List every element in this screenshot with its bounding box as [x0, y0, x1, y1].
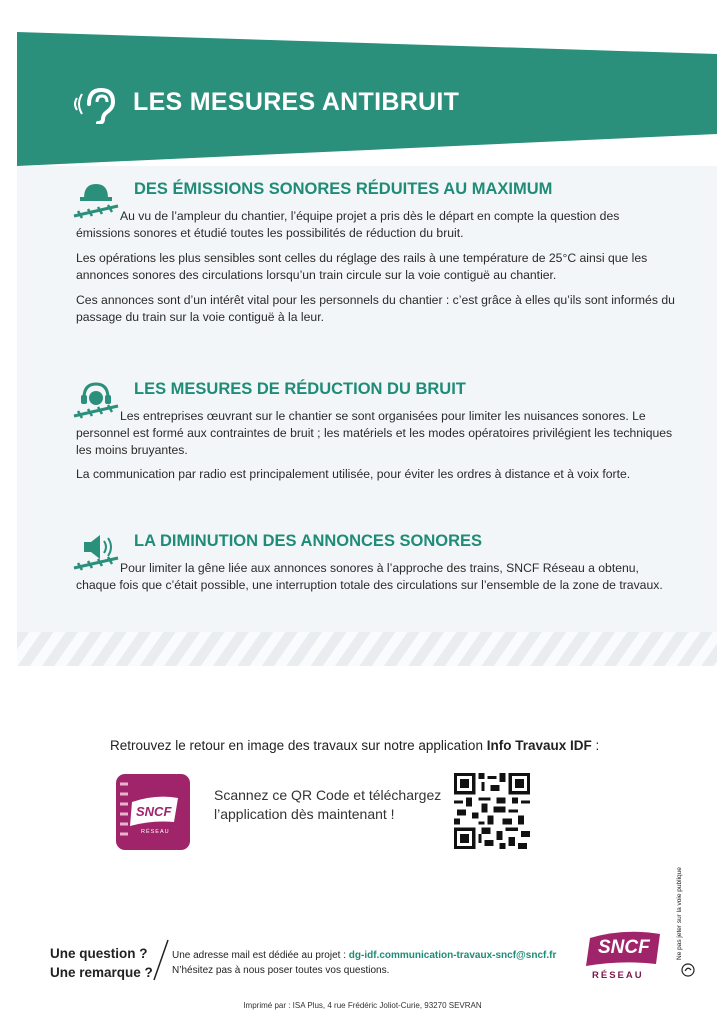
section-1-paragraph-1: Au vu de l’ampleur du chantier, l’équipe projet a pris dès le départ en compte la question des émissions sonores et étudié toutes les possibilités de réduction du bruit.: [76, 209, 620, 240]
section-1-paragraph-2: Les opérations les plus sensibles sont celles du réglage des rails à une température de 25°C ainsi que les annonces sonores des circulations lorsqu’un train circule sur la voie contiguë au chantier.: [76, 251, 648, 282]
sncf-logo-text: SNCF: [598, 937, 650, 958]
stripe-band: [17, 632, 717, 666]
question-1: Une question ?: [50, 946, 148, 961]
section-2-paragraph-1: Les entreprises œuvrant sur le chantier se sont organisées pour limiter les nuisances sonores. Le personnel est formé aux contraintes de bruit ; les matériels et les modes opératoires privilégient les techniques les moins bruyantes.: [76, 409, 673, 457]
contact-email-link[interactable]: dg-idf.communication-travaux-sncf@sncf.fr: [348, 950, 557, 961]
section-2-title: LES MESURES DE RÉDUCTION DU BRUIT: [134, 380, 466, 398]
scan-instructions: Scannez ce QR Code et téléchargez l’application dès maintenant !: [214, 787, 442, 822]
slash-divider: [152, 938, 170, 982]
contact-prefix: Une adresse mail est dédiée au projet :: [172, 950, 349, 961]
promo-suffix: :: [591, 738, 600, 753]
banner-title: LES MESURES ANTIBRUIT: [133, 88, 460, 116]
section-1-title: DES ÉMISSIONS SONORES RÉDUITES AU MAXIMUM: [134, 180, 553, 198]
sncf-logo: [586, 928, 662, 968]
contact-info: [172, 948, 556, 978]
app-icon[interactable]: [116, 774, 190, 850]
section-3-title: LA DIMINUTION DES ANNONCES SONORES: [134, 532, 483, 550]
reseau-label: RÉSEAU: [592, 970, 644, 981]
app-icon-sub: RÉSEAU: [141, 829, 170, 835]
ear-icon: [73, 84, 123, 124]
question-2: Une remarque ?: [50, 965, 153, 980]
section-1-paragraph-3: Ces annonces sont d’un intérêt vital pour les personnels du chantier : c’est grâce à elles qu’ils sont informés du passage du train sur la voie contiguë à la leur.: [76, 293, 675, 324]
app-promo-line: [110, 738, 599, 753]
section-2-paragraph-2: La communication par radio est principalement utilisée, pour éviter les ordres à distance et à voix forte.: [76, 467, 631, 481]
vertical-note: Ne pas jeter sur la voie publique: [676, 867, 683, 960]
promo-prefix: Retrouvez le retour en image des travaux sur notre application: [110, 738, 487, 753]
promo-app-name: Info Travaux IDF: [486, 738, 592, 753]
contact-line-2: N’hésitez pas à nous poser toutes vos questions.: [172, 965, 390, 976]
printer-credit: Imprimé par : ISA Plus, 4 rue Frédéric Joliot-Curie, 93270 SEVRAN: [243, 1001, 482, 1010]
section-3-paragraph-1: Pour limiter la gêne liée aux annonces sonores à l’approche des trains, SNCF Réseau a obtenu, chaque fois que c’était possible, une interruption totale des circulations sur l’ensemble de la zone de travaux.: [76, 561, 663, 592]
question-block: [50, 944, 153, 982]
app-icon-logo: SNCF: [136, 804, 172, 819]
recycle-icon: [681, 963, 695, 977]
qr-code[interactable]: [454, 772, 530, 850]
